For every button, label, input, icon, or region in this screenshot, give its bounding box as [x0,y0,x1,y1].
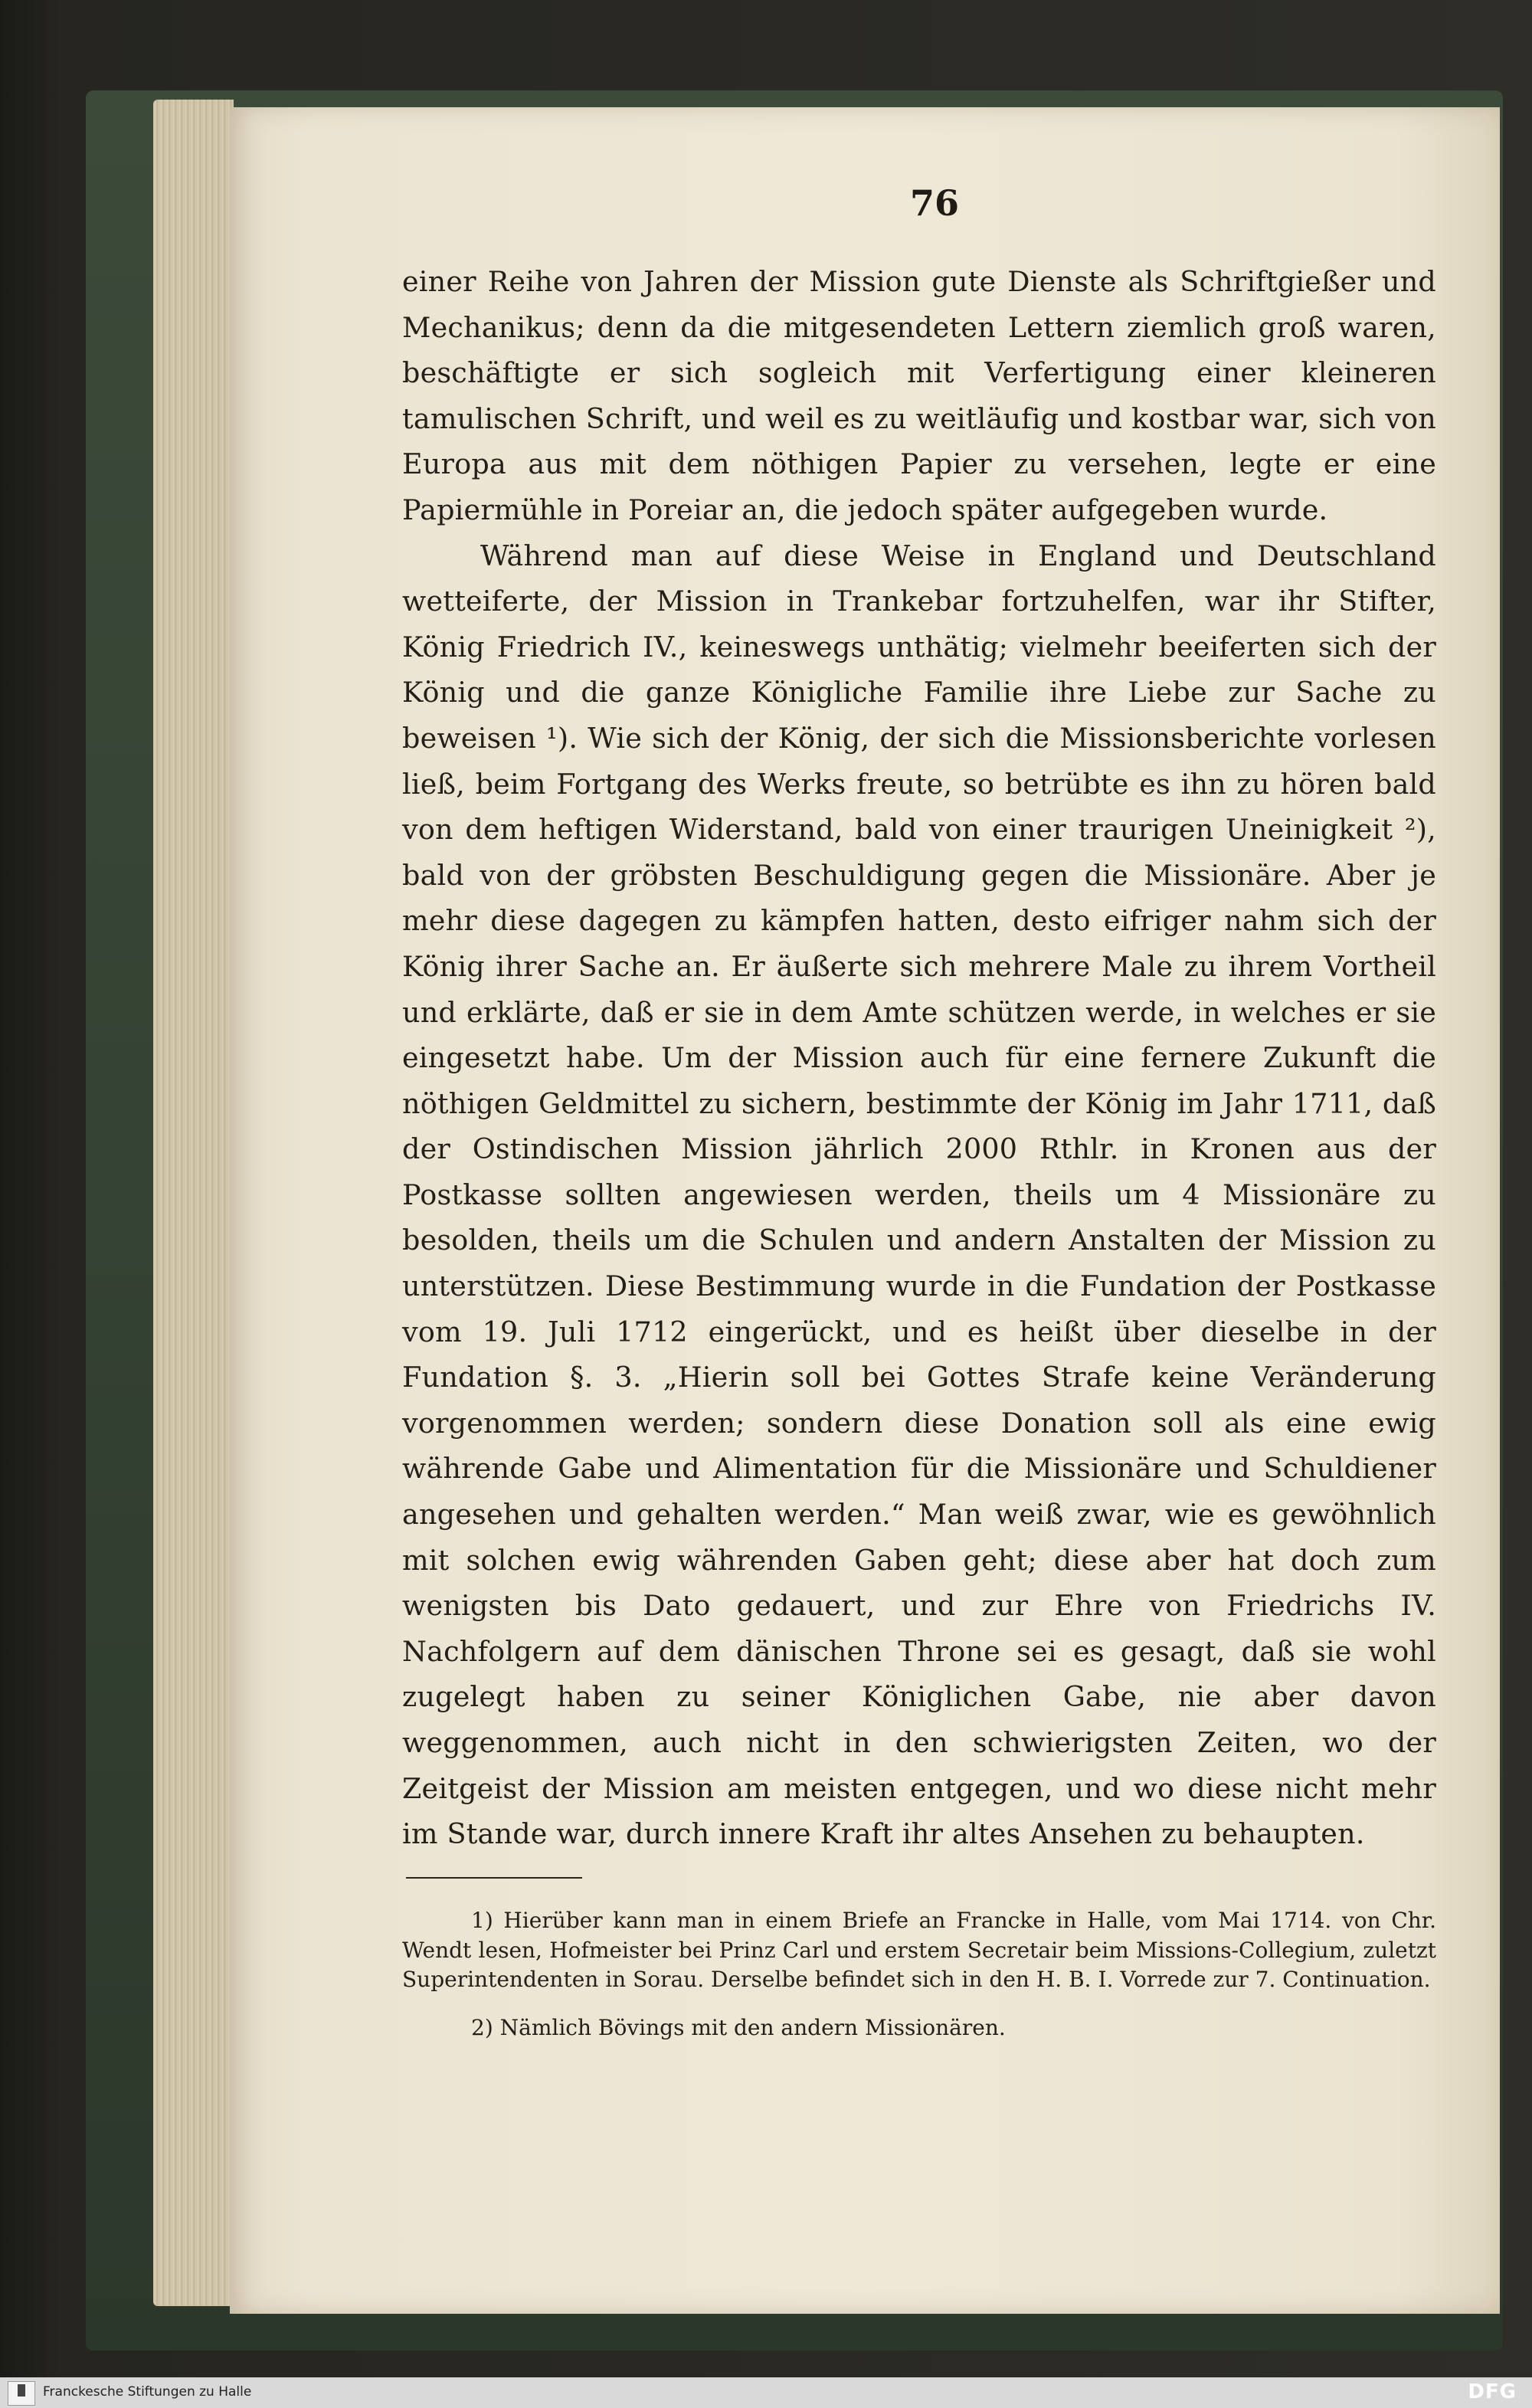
paragraph-1: einer Reihe von Jahren der Mission gute Dienste als Schriftgießer und Mechanikus; denn da die mitgesendeten Lettern ziemlich groß waren, beschäftigte er sich sogleich mit Verfertigung einer kleineren tamulischen Schrift, und weil es zu weitläufig und kostbar war, sich von Europa aus mit dem nöthigen Papier zu versehen, legte er eine Papiermühle in Poreiar an, die jedoch später aufgegeben wurde. [402,265,1436,526]
footnotes [402,1906,1436,2043]
footer-bar [0,2377,1532,2408]
institution-logo-icon [8,2381,35,2406]
paragraph-2: Während man auf diese Weise in England und Deutschland wetteiferte, der Mission in Trankebar fortzuhelfen, war ihr Stifter, König Friedrich IV., keineswegs unthätig; vielmehr beeiferten sich der König und die ganze Königliche Familie ihre Liebe zur Sache zu beweisen ¹). Wie sich der König, der sich die Missionsberichte vorlesen ließ, beim Fortgang des Werks freute, so betrübte es ihn zu hören bald von dem heftigen Widerstand, bald von einer traurigen Uneinigkeit ²), bald von der gröbsten Beschuldigung gegen die Missionäre. Aber je mehr diese dagegen zu kämpfen hatten, desto eifriger nahm sich der König ihrer Sache an. Er äußerte sich mehrere Male zu ihrem Vortheil und erklärte, daß er sie in dem Amte schützen werde, in welches er sie eingesetzt habe. Um der Mission auch für eine fernere Zukunft die nöthigen Geldmittel zu sichern, bestimmte der König im Jahr 1711, daß der Ostindischen Mission jährlich 2000 Rthlr. in Kronen aus der Postkasse sollten angewiesen werden, theils um 4 Missionäre zu besolden, theils um die Schulen und andern Anstalten der Mission zu unterstützen. Diese Bestimmung wurde in die Fundation der Postkasse vom 19. Juli 1712 eingerückt, und es heißt über dieselbe in der Fundation §. 3. „Hierin soll bei Gottes Strafe keine Veränderung vorgenommen werden; sondern diese Donation soll als eine ewig währende Gabe und Alimentation für die Missionäre und Schuldiener angesehen und gehalten werden.“ Man weiß zwar, wie es gewöhnlich mit solchen ewig währenden Gaben geht; diese aber hat doch zum wenigsten bis Dato gedauert, und zur Ehre von Friedrichs IV. Nachfolgern auf dem dänischen Throne sei es gesagt, daß sie wohl zugelegt haben zu seiner Königlichen Gabe, nie aber davon weggenommen, auch nicht in den schwierigsten Zeiten, wo der Zeitgeist der Mission am meisten entgegen, und wo diese nicht mehr im Stande war, durch innere Kraft ihr altes Ansehen zu behaupten. [402,539,1436,1851]
dfg-badge: DFG [1468,2380,1517,2403]
page-number: 76 [909,182,959,224]
institution-name: Franckesche Stiftungen zu Halle [43,2384,252,2400]
footnote-1: 1) Hierüber kann man in einem Briefe an Francke in Halle, vom Mai 1714. von Chr. Wendt lesen, Hofmeister bei Prinz Carl und erstem Secretair beim Missions-Collegium, zuletzt Superintendenten in Sorau. Derselbe befindet sich in den H. B. I. Vorrede zur 7. Continuation. [402,1908,1436,1992]
footnote-2: 2) Nämlich Bövings mit den andern Missionären. [471,2014,1006,2040]
footnote-divider [406,1877,582,1879]
body-text [402,259,1436,1857]
page-edges [153,100,234,2306]
